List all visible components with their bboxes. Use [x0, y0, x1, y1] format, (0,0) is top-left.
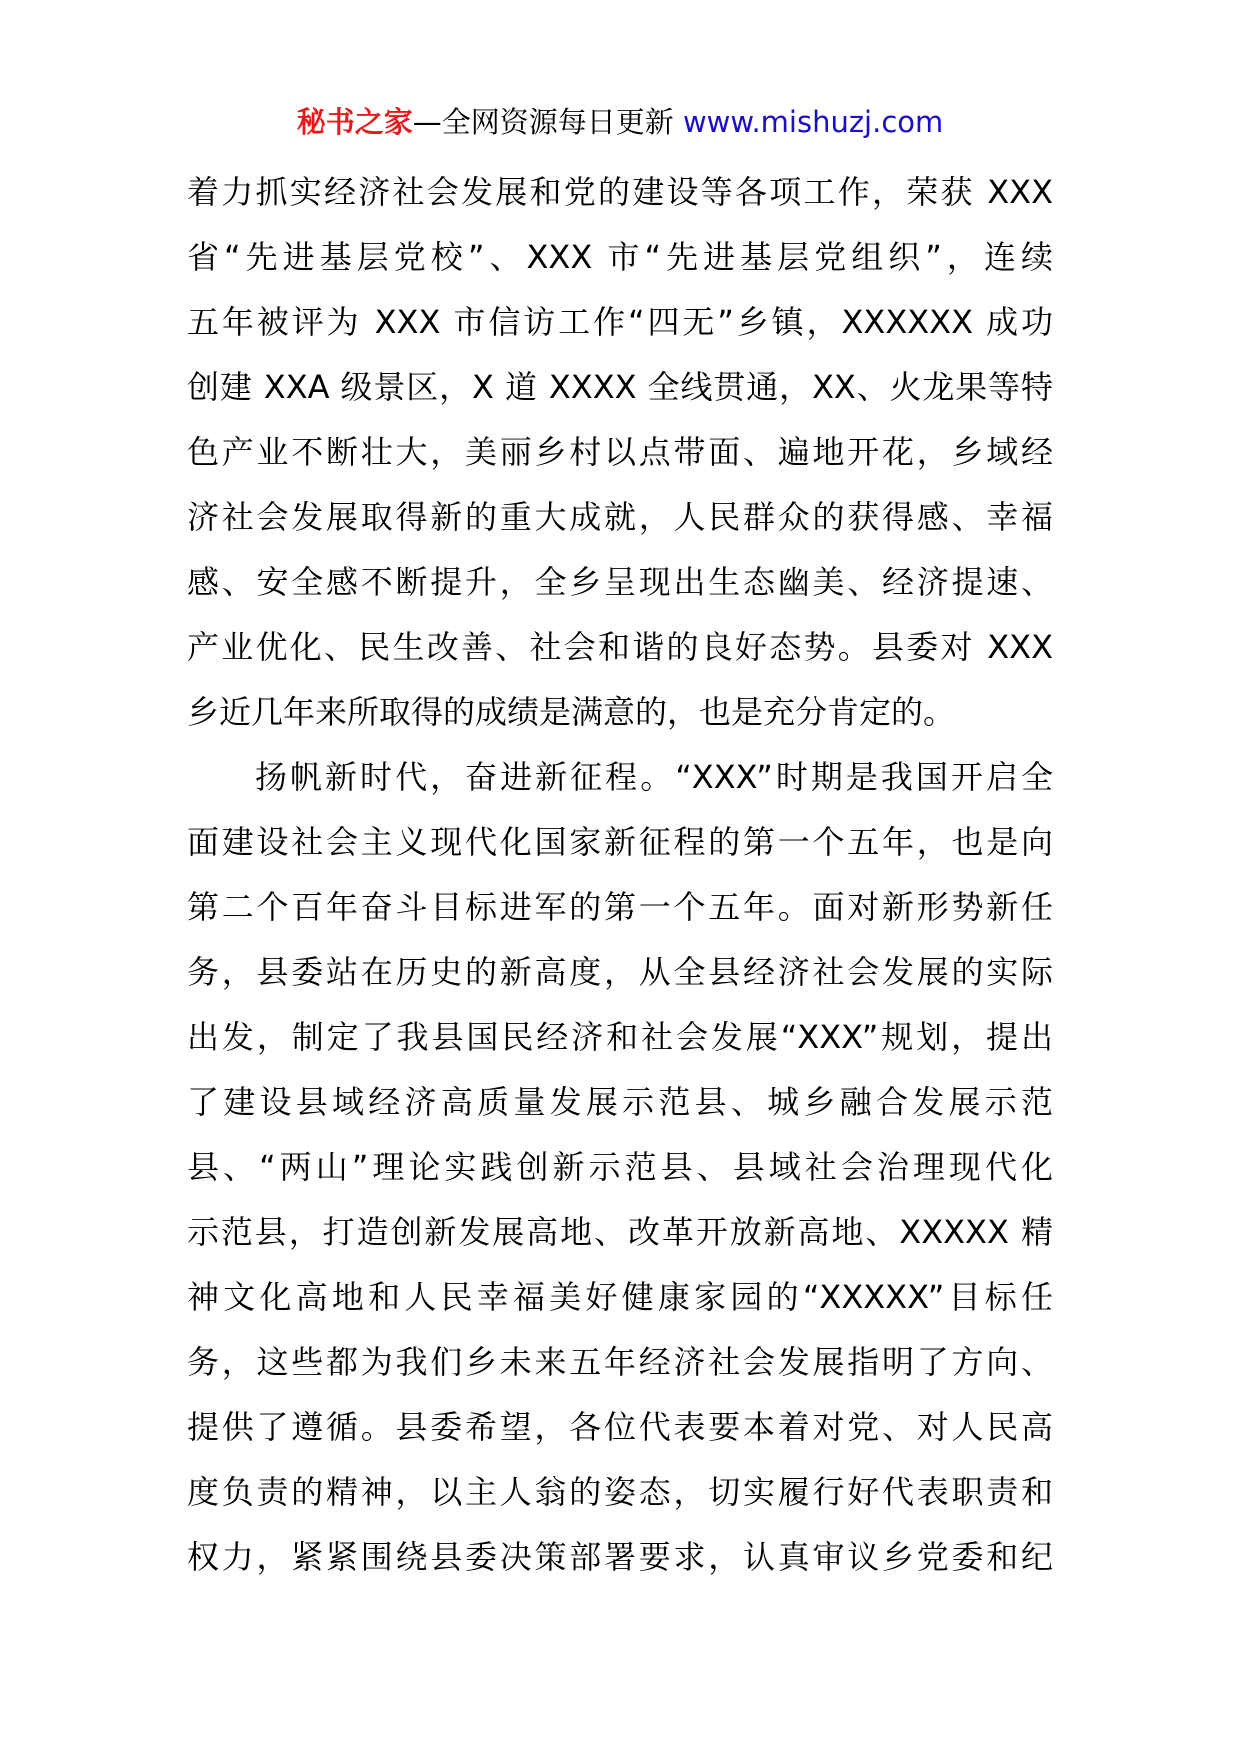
paragraph-2 [187, 745, 1053, 1590]
paragraph-line: 创建 XXA 级景区，X 道 XXXX 全线贯通，XX、火龙果等特 [187, 368, 1053, 406]
page-header [0, 102, 1240, 142]
paragraph-line: 色产业不断壮大，美丽乡村以点带面、遍地开花，乡域经 [187, 433, 1053, 471]
paragraph-line: 神文化高地和人民幸福美好健康家园的“XXXXX”目标任 [187, 1278, 1053, 1316]
paragraph-1 [187, 160, 1053, 745]
paragraph-line: 省“先进基层党校”、XXX 市“先进基层党组织”，连续 [187, 238, 1053, 276]
paragraph-line: 权力，紧紧围绕县委决策部署要求，认真审议乡党委和纪 [187, 1538, 1053, 1576]
paragraph-line: 出发，制定了我县国民经济和社会发展“XXX”规划，提出 [187, 1018, 1053, 1056]
paragraph-line: 了建设县域经济高质量发展示范县、城乡融合发展示范 [187, 1083, 1053, 1121]
paragraph-line: 着力抓实经济社会发展和党的建设等各项工作，荣获 XXX [187, 173, 1053, 211]
paragraph-line: 示范县，打造创新发展高地、改革开放新高地、XXXXX 精 [187, 1213, 1053, 1251]
paragraph-line: 济社会发展取得新的重大成就，人民群众的获得感、幸福 [187, 498, 1053, 536]
paragraph-line: 务，这些都为我们乡未来五年经济社会发展指明了方向、 [187, 1343, 1053, 1381]
paragraph-line: 产业优化、民生改善、社会和谐的良好态势。县委对 XXX [187, 628, 1053, 666]
site-slogan: —全网资源每日更新 [412, 105, 674, 139]
site-url-link[interactable]: www.mishuzj.com [682, 105, 944, 139]
paragraph-line: 面建设社会主义现代化国家新征程的第一个五年，也是向 [187, 823, 1053, 861]
paragraph-line: 五年被评为 XXX 市信访工作“四无”乡镇，XXXXXX 成功 [187, 303, 1053, 341]
paragraph-line: 扬帆新时代，奋进新征程。“XXX”时期是我国开启全 [255, 758, 1053, 796]
paragraph-line: 感、安全感不断提升，全乡呈现出生态幽美、经济提速、 [187, 563, 1053, 601]
paragraph-line: 县、“两山”理论实践创新示范县、县域社会治理现代化 [187, 1148, 1053, 1186]
document-body [187, 160, 1053, 1590]
site-name: 秘书之家 [296, 105, 413, 139]
paragraph-line: 度负责的精神，以主人翁的姿态，切实履行好代表职责和 [187, 1473, 1053, 1511]
paragraph-line: 提供了遵循。县委希望，各位代表要本着对党、对人民高 [187, 1408, 1053, 1446]
paragraph-line: 乡近几年来所取得的成绩是满意的，也是充分肯定的。 [187, 693, 956, 731]
paragraph-line: 务，县委站在历史的新高度，从全县经济社会发展的实际 [187, 953, 1053, 991]
paragraph-line: 第二个百年奋斗目标进军的第一个五年。面对新形势新任 [187, 888, 1053, 926]
